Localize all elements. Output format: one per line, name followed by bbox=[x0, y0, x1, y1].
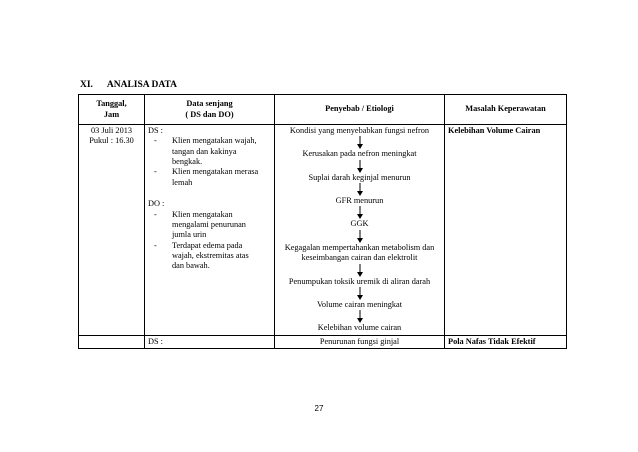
arrow-down-icon bbox=[355, 160, 365, 173]
list-item bbox=[154, 210, 271, 241]
do-item-1-line-1: Klien mengatakan bbox=[172, 209, 233, 219]
ds-item-2-line-2: lemah bbox=[172, 177, 193, 187]
arrow-down-icon bbox=[355, 183, 365, 196]
do-item-2-line-2: wajah, ekstremitas atas bbox=[172, 250, 249, 260]
ds-label: DS : bbox=[145, 335, 275, 348]
header-data-senjang bbox=[145, 95, 275, 125]
section-number: XI. bbox=[80, 80, 93, 90]
do-item-2-line-3: dan bawah. bbox=[172, 261, 210, 271]
page-number: 27 bbox=[314, 404, 324, 413]
header-jam-line: Jam bbox=[103, 109, 120, 119]
row-date: 03 Juli 2013 bbox=[90, 126, 133, 135]
header-data-line: Data senjang bbox=[186, 99, 233, 109]
do-item-1-line-3: jumla urin bbox=[172, 230, 207, 240]
do-label: DO : bbox=[148, 199, 165, 209]
header-penyebab: Penyebab / Etiologi bbox=[275, 95, 445, 125]
arrow-down-icon bbox=[355, 264, 365, 277]
table-row bbox=[79, 125, 567, 336]
arrow-down-icon bbox=[355, 230, 365, 243]
data-senjang-cell bbox=[145, 125, 275, 336]
header-masalah: Masalah Keperawatan bbox=[445, 95, 567, 125]
etiologi-step: Penumpukan toksik uremik di aliran darah bbox=[288, 276, 431, 286]
etiologi-cell bbox=[275, 125, 445, 336]
do-item-1-line-2: mengalami penurunan bbox=[172, 219, 246, 229]
ds-item-1-line-3: bengkak. bbox=[172, 157, 203, 167]
ds-item-1-line-1: Klien mengatakan wajah, bbox=[172, 136, 257, 146]
etiologi-step: Kelebihan volume cairan bbox=[317, 323, 402, 333]
etiologi-step: GFR menurun bbox=[335, 196, 384, 206]
masalah-cell: Pola Nafas Tidak Efektif bbox=[445, 335, 567, 348]
list-item bbox=[154, 136, 271, 167]
list-item bbox=[154, 167, 271, 188]
ds-label: DS : bbox=[148, 126, 163, 135]
ds-item-1-line-2: tangan dan kakinya bbox=[172, 146, 237, 156]
header-tanggal bbox=[79, 95, 145, 125]
bullet-dash: - bbox=[154, 240, 157, 250]
analysis-table bbox=[78, 94, 567, 349]
section-heading bbox=[80, 80, 177, 90]
date-cell bbox=[79, 125, 145, 336]
table-header-row bbox=[79, 95, 567, 125]
arrow-down-icon bbox=[355, 310, 365, 323]
bullet-dash: - bbox=[154, 136, 157, 146]
do-item-2-line-1: Terdapat edema pada bbox=[172, 240, 243, 250]
section-title: ANALISA DATA bbox=[106, 80, 177, 90]
arrow-down-icon bbox=[355, 206, 365, 219]
etiologi-step: GGK bbox=[350, 219, 369, 229]
etiologi-step: Kegagalan mempertahankan metabolism dan keseimbangan cairan dan elektrolit bbox=[284, 242, 435, 263]
date-cell bbox=[79, 335, 145, 348]
list-item bbox=[154, 241, 271, 272]
etiologi-cell: Penurunan fungsi ginjal bbox=[275, 335, 445, 348]
etiologi-step: Volume cairan meningkat bbox=[316, 299, 403, 309]
header-ds-do-line: ( DS dan DO) bbox=[185, 109, 234, 119]
masalah-cell: Kelebihan Volume Cairan bbox=[445, 125, 567, 336]
bullet-dash: - bbox=[154, 209, 157, 219]
table-row bbox=[79, 335, 567, 348]
bullet-dash: - bbox=[154, 167, 157, 177]
etiologi-step: Suplai darah keginjal menurun bbox=[308, 172, 411, 182]
arrow-down-icon bbox=[355, 287, 365, 300]
row-time: Pukul : 16.30 bbox=[89, 136, 134, 146]
etiologi-step: Kerusakan pada nefron meningkat bbox=[302, 149, 417, 159]
ds-item-2-line-1: Klien mengatakan merasa bbox=[172, 167, 259, 177]
etiologi-step: Kondisi yang menyebabkan fungsi nefron bbox=[289, 126, 430, 135]
header-tanggal-line: Tanggal, bbox=[96, 99, 127, 109]
arrow-down-icon bbox=[355, 136, 365, 149]
